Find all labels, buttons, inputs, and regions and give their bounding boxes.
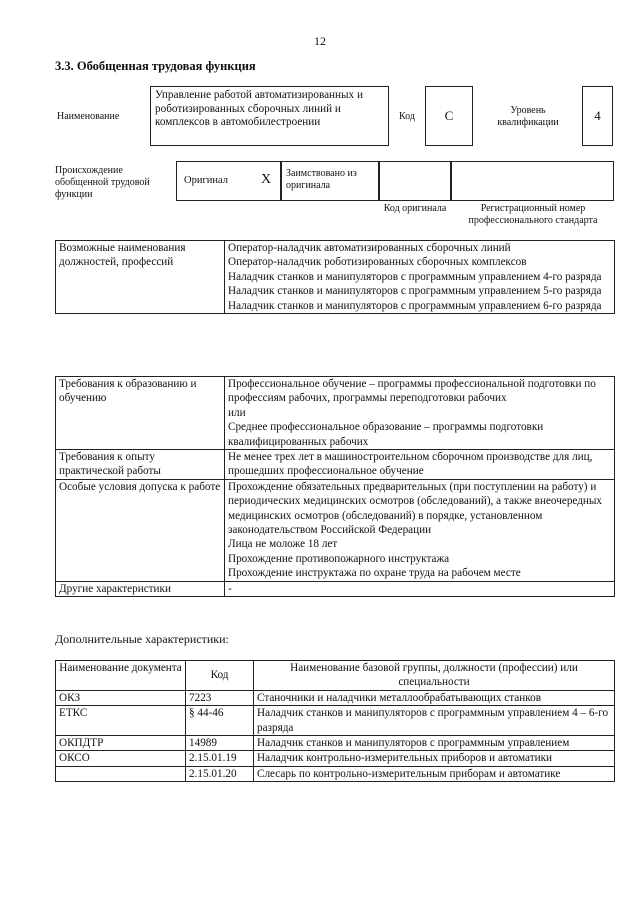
table-row [56, 706, 615, 736]
list-item: Наладчик станков и манипуляторов с программным управлением 4-го разряда [228, 270, 602, 283]
code-cell: 2.15.01.19 [186, 751, 254, 766]
list-item: Среднее профессиональное образование – программы подготовки квалифицированных рабочих [228, 421, 544, 448]
table-row [56, 766, 615, 781]
list-item: Лица не моложе 18 лет [228, 538, 338, 551]
reg-number-cell [451, 161, 614, 201]
table-row [56, 736, 615, 751]
table-header-row [56, 661, 615, 691]
list-item: Оператор-наладчик автоматизированных сборочных линий [228, 242, 511, 254]
requirement-value [225, 581, 615, 596]
table-row [56, 751, 615, 766]
list-item: или [228, 406, 246, 419]
kod-label: Код [399, 111, 415, 122]
name-cell: Станочники и наладчики металлообрабатывающих станков [254, 690, 615, 705]
code-cell: 7223 [186, 690, 254, 705]
list-item: - [228, 582, 232, 595]
table-row [56, 479, 615, 581]
positions-list [225, 241, 615, 314]
list-item: Прохождение обязательных предварительных (при поступлении на работу) и периодических медицинских осмотров (обследований), а также внеочередных медицинских осмотров (обследований) в порядке, установленном законодательством Российской Федерации [228, 480, 603, 537]
requirement-label: Требования к образованию и обучению [56, 377, 225, 450]
list-item: Не менее трех лет в машиностроительном сборочном производстве для лиц, прошедших профессиональное обучение [228, 451, 593, 478]
column-header: Наименование базовой группы, должности (профессии) или специальности [254, 661, 615, 691]
table-row [56, 241, 615, 314]
page-number: 12 [314, 34, 326, 48]
requirement-label: Другие характеристики [56, 581, 225, 596]
name-cell: Наладчик станков и манипуляторов с программным управлением [254, 736, 615, 751]
code-cell: 2.15.01.20 [186, 766, 254, 781]
table-row [56, 690, 615, 705]
naimenovanie-label: Наименование [57, 111, 120, 122]
kod-originala-label: Код оригинала [383, 203, 447, 214]
list-item: Наладчик станков и манипуляторов с программным управлением 5-го разряда [228, 285, 602, 298]
requirement-value [225, 450, 615, 480]
list-item: Прохождение противопожарного инструктажа [228, 552, 450, 565]
requirement-value [225, 377, 615, 450]
function-name: Управление работой автоматизированных и роботизированных сборочных линий и комплексов в автомобилестроении [150, 86, 389, 146]
list-item: Прохождение инструктажа по охране труда на рабочем месте [228, 567, 521, 580]
list-item: Профессиональное обучение – программы профессиональной подготовки по профессиям рабочих, программы переподготовки рабочих [228, 378, 596, 405]
uroven-value: 4 [582, 86, 613, 146]
doc-cell: ОКСО [56, 751, 186, 766]
borrowed-cell [281, 161, 379, 201]
original-mark: X [261, 172, 272, 187]
list-item: Оператор-наладчик роботизированных сборочных комплексов [228, 256, 527, 269]
doc-cell: ЕТКС [56, 706, 186, 736]
code-cell: § 44-46 [186, 706, 254, 736]
table-row [56, 377, 615, 450]
name-cell: Слесарь по контрольно-измерительным приборам и автоматике [254, 766, 615, 781]
requirement-value [225, 479, 615, 581]
doc-cell: ОКПДТР [56, 736, 186, 751]
table-row [56, 581, 615, 596]
kod-value: C [425, 86, 473, 146]
uroven-label: Уровень квалификации [497, 105, 559, 128]
name-cell: Наладчик контрольно-измерительных приборов и автоматики [254, 751, 615, 766]
table-row [56, 450, 615, 480]
original-label: Оригинал [184, 175, 228, 186]
doc-cell [56, 766, 186, 781]
column-header: Код [186, 661, 254, 691]
reg-number-label: Регистрационный номер профессионального стандарта [468, 203, 598, 226]
kod-originala-cell [379, 161, 451, 201]
additional-title: Дополнительные характеристики: [55, 632, 229, 646]
origin-label: Происхождение обобщенной трудовой функции [55, 165, 150, 200]
column-header: Наименование документа [56, 661, 186, 691]
requirement-label: Требования к опыту практической работы [56, 450, 225, 480]
positions-label: Возможные наименования должностей, профессий [56, 241, 225, 314]
borrowed-label: Заимствовано из оригинала [286, 168, 357, 191]
section-title: 3.3. Обобщенная трудовая функция [55, 59, 256, 73]
list-item: Наладчик станков и манипуляторов с программным управлением 6-го разряда [228, 299, 602, 312]
additional-table [55, 660, 615, 782]
original-cell [176, 161, 281, 201]
doc-cell: ОКЗ [56, 690, 186, 705]
requirement-label: Особые условия допуска к работе [56, 479, 225, 581]
requirements-table [55, 376, 615, 597]
positions-table [55, 240, 615, 314]
name-cell: Наладчик станков и манипуляторов с программным управлением 4 – 6-го разряда [254, 706, 615, 736]
code-cell: 14989 [186, 736, 254, 751]
